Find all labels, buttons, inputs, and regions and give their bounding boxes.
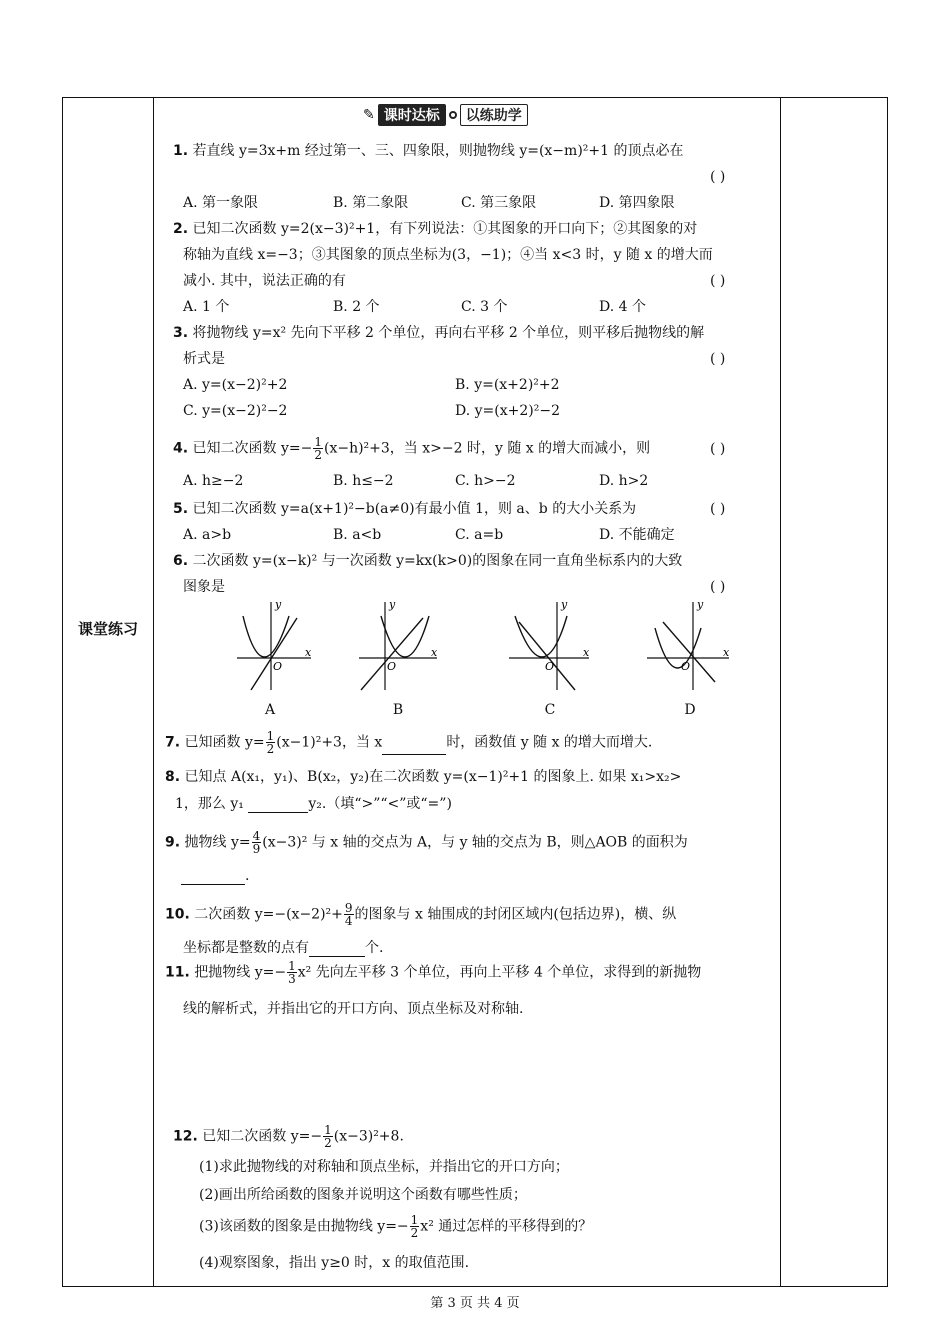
graph-option-d — [645, 598, 735, 718]
option-a: A. 第一象限 — [183, 195, 259, 211]
origin-label: O — [387, 660, 397, 673]
answer-paren: ( ) — [710, 273, 726, 289]
question-12: 12. 已知二次函数 y=− $\frac{1}{2}$ (x−3)²+8. — [173, 1123, 404, 1150]
question-9-line: . — [181, 866, 249, 885]
question-1: 1. 若直线 y=3x+m 经过第一、三、四象限，则抛物线 y=(x−m)²+1 的顶点必在 — [173, 143, 684, 159]
graph-b-figure — [353, 598, 443, 698]
origin-label: O — [273, 660, 283, 673]
question-2: 2. 已知二次函数 y=2(x−3)²+1，有下列说法：①其图象的开口向下；②其图象的对 — [173, 221, 698, 237]
axis-x-label: x — [583, 646, 590, 659]
question-5: 5. 已知二次函数 y=a(x+1)²−b(a≠0)有最小值 1，则 a、b 的大小关系为 — [173, 501, 637, 517]
option-c: C. 第三象限 — [461, 195, 537, 211]
column-divider — [153, 98, 154, 1286]
question-8: 8. 已知点 A(x₁，y₁)、B(x₂，y₂)在二次函数 y=(x−1)²+1 的图象上. 如果 x₁>x₂> — [165, 769, 682, 785]
question-12-part-4: (4)观察图象，指出 y≥0 时，x 的取值范围. — [199, 1255, 470, 1271]
graph-label: C — [544, 702, 556, 718]
graph-d-figure — [645, 598, 735, 698]
answer-paren: ( ) — [710, 501, 726, 517]
question-11-line: 线的解析式，并指出它的开口方向、顶点坐标及对称轴. — [183, 1001, 524, 1017]
banner-title: 课时达标 — [378, 104, 446, 126]
banner-subtitle: 以练助学 — [460, 104, 528, 126]
graph-c-figure — [505, 598, 595, 698]
axis-x-label: x — [431, 646, 438, 659]
option-d: D. h>2 — [599, 473, 649, 489]
answer-paren: ( ) — [710, 351, 726, 367]
fraction: $\frac{1}{2}$ — [314, 435, 322, 462]
option-c: C. 3 个 — [461, 299, 508, 315]
axis-y-label: y — [697, 598, 704, 611]
question-3: 3. 将抛物线 y=x² 先向下平移 2 个单位，再向右平移 2 个单位，则平移后抛物线的解 — [173, 325, 705, 341]
question-6: 6. 二次函数 y=(x−k)² 与一次函数 y=kx(k>0)的图象在同一直角坐标系内的大致 — [173, 553, 683, 569]
axis-x-label: x — [305, 646, 312, 659]
question-7: 7. 已知函数 y= $\frac{1}{2}$ (x−1)²+3，当 x 时，函数值 y 随 x 的增大而增大. — [165, 729, 653, 756]
origin-label: O — [681, 660, 691, 673]
section-banner — [363, 104, 528, 126]
fraction: $\frac{1}{2}$ — [324, 1123, 332, 1150]
answer-blank[interactable] — [309, 938, 365, 957]
question-12-part-1: (1)求此抛物线的对称轴和顶点坐标，并指出它的开口方向； — [199, 1159, 569, 1175]
question-10-line: 坐标都是整数的点有 个. — [183, 940, 384, 956]
fraction: $\frac{1}{2}$ — [410, 1213, 419, 1240]
option-c: C. a=b — [455, 527, 504, 543]
graph-option-a — [225, 598, 315, 718]
axis-y-label: y — [561, 598, 568, 611]
axis-x-label: x — [723, 646, 730, 659]
question-2-line: 称轴为直线 x=−3；③其图象的顶点坐标为(3，−1)；④当 x<3 时，y 随 x 的增大而 — [183, 247, 713, 263]
axis-y-label: y — [389, 598, 396, 611]
option-b: B. y=(x+2)²+2 — [455, 377, 560, 393]
exercise-content — [155, 98, 781, 1286]
question-12-part-2: (2)画出所给函数的图象并说明这个函数有哪些性质； — [199, 1187, 527, 1203]
option-b: B. a<b — [333, 527, 382, 543]
worksheet-table — [62, 97, 888, 1287]
section-label: 课堂练习 — [77, 621, 138, 638]
graph-options — [175, 598, 775, 718]
graph-option-b — [353, 598, 443, 718]
fraction: $\frac{9}{4}$ — [344, 901, 353, 928]
question-3-line: 析式是 — [183, 351, 225, 367]
graph-label: D — [684, 702, 696, 718]
page-footer: 第 3 页 共 4 页 — [430, 1296, 520, 1311]
graph-label: B — [392, 702, 404, 718]
question-2-line: 减小. 其中，说法正确的有 — [183, 273, 346, 289]
origin-label: O — [545, 660, 555, 673]
fraction: $\frac{4}{9}$ — [252, 829, 261, 856]
option-b: B. h≤−2 — [333, 473, 394, 489]
option-c: C. h>−2 — [455, 473, 516, 489]
question-9: 9. 抛物线 y= $\frac{4}{9}$ (x−3)² 与 x 轴的交点为 A，与 y 轴的交点为 B，则△AOB 的面积为 — [165, 829, 688, 856]
question-4: 4. 已知二次函数 y=− $\frac{1}{2}$ (x−h)²+3，当 x>−2 时，y 随 x 的增大而减小，则 — [173, 435, 651, 462]
option-a: A. h≥−2 — [183, 473, 244, 489]
axis-y-label: y — [275, 598, 282, 611]
answer-paren: ( ) — [710, 441, 726, 457]
fraction: $\frac{1}{3}$ — [288, 959, 296, 986]
option-a: A. y=(x−2)²+2 — [183, 377, 288, 393]
option-b: B. 2 个 — [333, 299, 380, 315]
option-d: D. 4 个 — [599, 299, 646, 315]
fraction: $\frac{1}{2}$ — [266, 729, 275, 756]
graph-option-c — [505, 598, 595, 718]
answer-paren: ( ) — [710, 169, 726, 185]
option-d: D. y=(x+2)²−2 — [455, 403, 560, 419]
option-c: C. y=(x−2)²−2 — [183, 403, 288, 419]
question-10: 10. 二次函数 y=−(x−2)²+ $\frac{9}{4}$ 的图象与 x 轴围成的封闭区域内(包括边界)，横、纵 — [165, 901, 677, 928]
option-d: D. 第四象限 — [599, 195, 675, 211]
answer-blank[interactable] — [382, 736, 446, 755]
answer-blank[interactable] — [248, 794, 308, 813]
option-d: D. 不能确定 — [599, 527, 675, 543]
question-6-line: 图象是 — [183, 579, 225, 595]
banner-dot-icon — [449, 111, 457, 119]
graph-label: A — [264, 702, 276, 718]
graph-a-figure — [225, 598, 315, 698]
question-11: 11. 把抛物线 y=− $\frac{1}{3}$ x² 先向左平移 3 个单位，再向上平移 4 个单位，求得到的新抛物 — [165, 959, 702, 986]
answer-paren: ( ) — [710, 579, 726, 595]
question-12-part-3: (3)该函数的图象是由抛物线 y=− $\frac{1}{2}$ x² 通过怎样的平移得到的？ — [199, 1213, 593, 1240]
pencil-icon: ✎ — [363, 107, 375, 123]
question-8-line: 1，那么 y₁ y₂.（填“>”“<”或“=”) — [175, 796, 452, 812]
answer-blank[interactable] — [181, 866, 245, 885]
option-b: B. 第二象限 — [333, 195, 409, 211]
option-a: A. 1 个 — [183, 299, 230, 315]
option-a: A. a>b — [183, 527, 232, 543]
